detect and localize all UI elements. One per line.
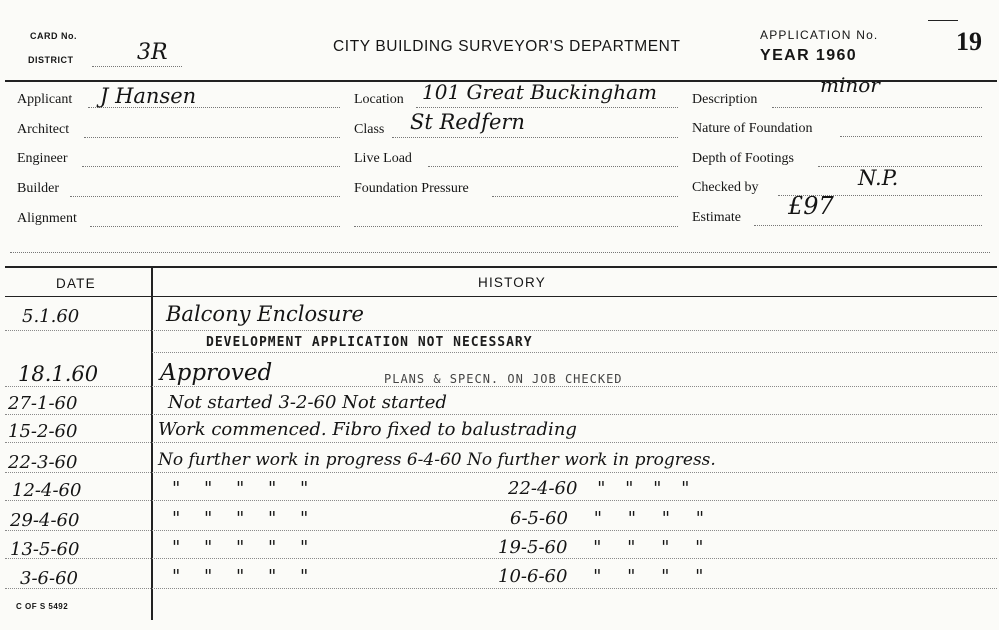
description-line: [772, 107, 982, 108]
applicant-value: J Hansen: [100, 84, 197, 108]
blank-line: [354, 226, 678, 227]
builder-line: [70, 196, 340, 197]
history-row-stamp: DEVELOPMENT APPLICATION NOT NECESSARY: [206, 335, 533, 350]
history-top-rule: [5, 266, 997, 268]
district-label: DISTRICT: [28, 55, 74, 65]
ruled-line: [5, 500, 997, 501]
application-no-label: APPLICATION No.: [760, 28, 879, 42]
history-row-text: 19-5-60 " " " ": [498, 537, 704, 558]
history-row-ditto: " " " " ": [172, 537, 309, 558]
history-row-ditto: " " " " ": [172, 508, 309, 529]
ruled-line: [5, 442, 997, 443]
date-column-header: DATE: [56, 276, 96, 291]
district-value: 3R: [137, 40, 168, 65]
checked-by-value: N.P.: [858, 166, 899, 190]
engineer-line: [82, 166, 340, 167]
live-load-label: Live Load: [354, 151, 412, 166]
district-line: [92, 66, 182, 67]
form-code: C OF S 5492: [16, 602, 69, 611]
ruled-line: [5, 414, 997, 415]
location-label: Location: [354, 92, 404, 107]
ruled-line: [5, 472, 997, 473]
ruled-line: [5, 386, 997, 387]
ruled-line: [152, 352, 997, 353]
nature-of-foundation-line: [840, 136, 982, 137]
class-line: [392, 137, 678, 138]
history-row-text: Not started 3-2-60 Not started: [168, 392, 447, 413]
alignment-label: Alignment: [17, 211, 77, 226]
history-row-date: 3-6-60: [20, 568, 78, 589]
date-column-divider: [151, 266, 153, 620]
estimate-line: [754, 225, 982, 226]
location-line: [416, 107, 678, 108]
history-row-text: 22-4-60 " " " ": [508, 478, 690, 499]
application-number: 19: [956, 27, 982, 56]
depth-of-footings-line: [818, 166, 982, 167]
class-value: St Redfern: [410, 110, 525, 134]
estimate-value: £97: [788, 192, 834, 220]
history-row-date: 27-1-60: [8, 393, 78, 414]
builder-label: Builder: [17, 181, 59, 196]
history-row-ditto: " " " " ": [172, 566, 309, 587]
history-row-text: Balcony Enclosure: [166, 302, 364, 326]
history-row-date: 22-3-60: [8, 452, 78, 473]
corner-tick: [928, 20, 958, 21]
history-row-text: Approved: [160, 360, 273, 386]
class-label: Class: [354, 122, 385, 137]
description-label: Description: [692, 92, 758, 107]
alignment-line: [90, 226, 340, 227]
live-load-line: [428, 166, 678, 167]
history-row-date: 13-5-60: [10, 539, 80, 560]
ruled-line: [5, 588, 997, 589]
architect-line: [84, 137, 340, 138]
ruled-line: [5, 330, 997, 331]
year-label: YEAR 1960: [760, 47, 858, 64]
foundation-pressure-label: Foundation Pressure: [354, 181, 469, 196]
depth-of-footings-label: Depth of Footings: [692, 151, 794, 166]
history-header-rule: [5, 296, 997, 297]
history-row-ditto: " " " " ": [172, 478, 309, 499]
card-no-label: CARD No.: [30, 31, 77, 41]
history-row-date: 15-2-60: [8, 421, 78, 442]
history-column-header: HISTORY: [478, 275, 546, 290]
nature-of-foundation-label: Nature of Foundation: [692, 121, 813, 136]
engineer-label: Engineer: [17, 151, 68, 166]
department-title: CITY BUILDING SURVEYOR'S DEPARTMENT: [333, 38, 681, 55]
history-row-date: 18.1.60: [18, 362, 99, 386]
description-value: minor: [820, 73, 880, 97]
history-row-stamp: PLANS & SPECN. ON JOB CHECKED: [384, 372, 623, 386]
checked-by-label: Checked by: [692, 180, 759, 195]
estimate-label: Estimate: [692, 210, 741, 225]
foundation-pressure-line: [492, 196, 678, 197]
architect-label: Architect: [17, 122, 70, 137]
history-row-date: 12-4-60: [12, 480, 82, 501]
location-value: 101 Great Buckingham: [422, 80, 657, 104]
fields-bottom-line: [10, 252, 990, 253]
history-row-text: 6-5-60 " " " ": [510, 508, 704, 529]
history-row-text: 10-6-60 " " " ": [498, 566, 704, 587]
ruled-line: [5, 558, 997, 559]
history-row-text: Work commenced. Fibro fixed to balustrading: [158, 419, 577, 440]
history-row-date: 5.1.60: [22, 306, 80, 327]
history-row-date: 29-4-60: [10, 510, 80, 531]
ruled-line: [5, 530, 997, 531]
applicant-label: Applicant: [17, 92, 73, 107]
history-row-text: No further work in progress 6-4-60 No further work in progress.: [158, 450, 716, 470]
